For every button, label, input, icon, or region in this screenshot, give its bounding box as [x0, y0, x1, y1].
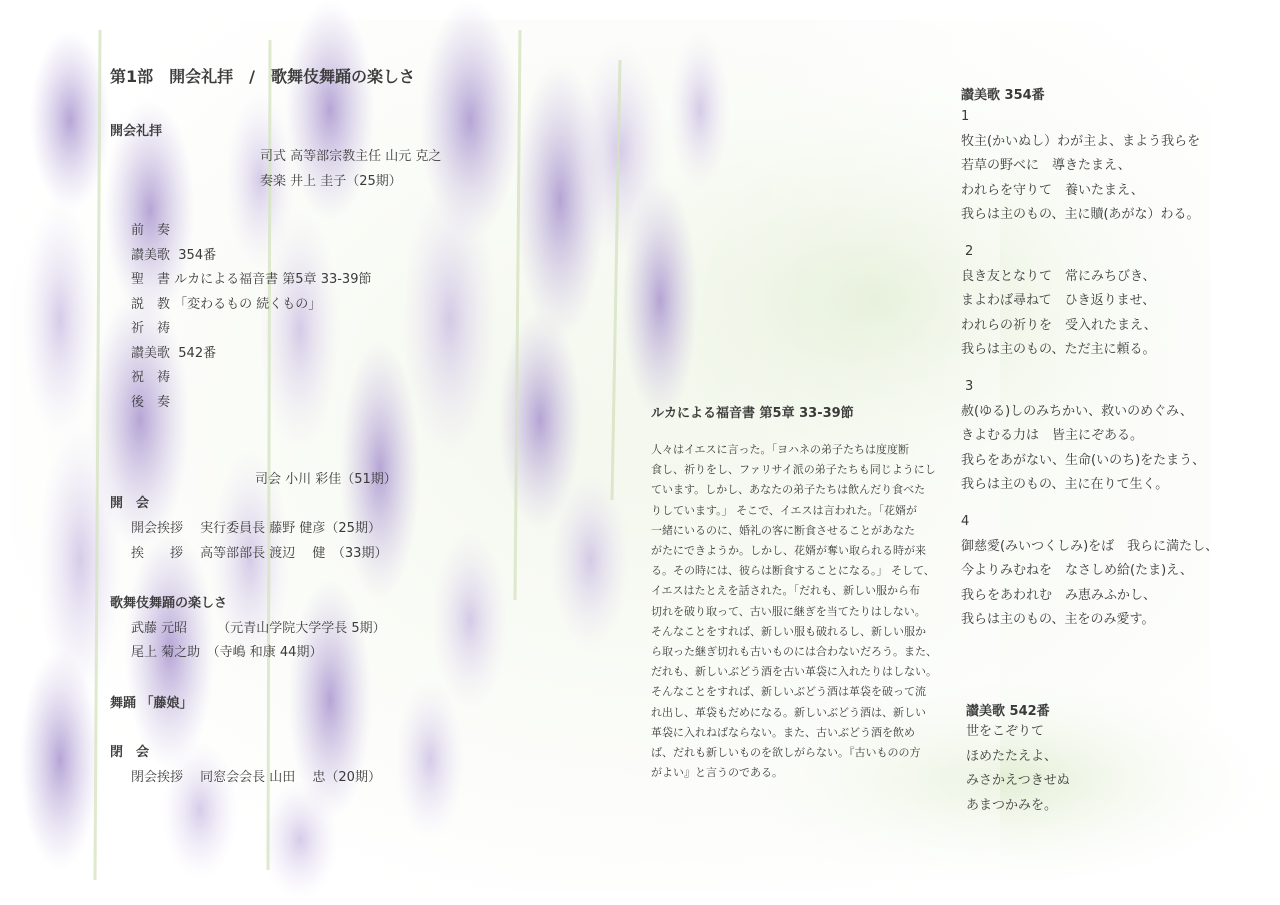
order-item: 讃美歌 542番 — [131, 345, 217, 361]
wisteria-cluster — [550, 470, 630, 650]
hymn-354-heading: 讃美歌 354番 — [961, 88, 1045, 103]
verse-line: まよわば尋ねて ひき返りませ、 — [961, 293, 1156, 308]
verse-number: 4 — [961, 514, 970, 529]
wisteria-cluster — [622, 180, 698, 420]
closing-heading: 閉 会 — [110, 745, 150, 760]
scripture-line: イエスはたとえを話された。「だれも、新しい服から布 — [651, 584, 921, 598]
verse-line: ほめたたえよ、 — [966, 748, 1058, 764]
opening-item: 挨 拶 高等部部長 渡辺 健 （33期） — [131, 546, 388, 561]
scripture-line: る。その時には、彼らは断食することになる。」 そして、 — [651, 564, 935, 578]
order-item: 説 教 「変わるもの 続くもの」 — [131, 296, 322, 312]
mc-line: 司会 小川 彩佳（51期） — [255, 472, 397, 487]
closing-item: 閉会挨拶 同窓会会長 山田 忠（20期） — [131, 770, 381, 785]
order-item: 後 奏 — [131, 394, 171, 410]
scripture-line: 切れを破り取って、古い服に継ぎを当てたりはしない。 — [651, 604, 926, 618]
scripture-line: そんなことをすれば、新しいぶどう酒は革袋を破って流 — [651, 685, 926, 699]
scripture-line: ば、だれも新しいものを欲しがらない。『古いものの方 — [651, 746, 921, 760]
wisteria-cluster — [432, 530, 508, 710]
opening-worship-heading: 開会礼拝 — [110, 124, 163, 139]
hymn-542-heading: 讃美歌 542番 — [966, 704, 1050, 719]
verse-line: みさかえつきせぬ — [966, 773, 1070, 788]
scripture-line: そんなことをすれば、新しい服も破れるし、新しい服か — [651, 624, 926, 638]
verse-line: 我らは主のもの、ただ主に頼る。 — [961, 342, 1156, 357]
order-item: 前 奏 — [131, 223, 171, 238]
dance-heading: 舞踊 「藤娘」 — [110, 696, 193, 711]
verse-line: 若草の野べに 導きたまえ、 — [961, 158, 1131, 173]
wisteria-cluster — [20, 650, 100, 870]
wisteria-cluster — [395, 680, 465, 840]
verse-number: 1 — [961, 109, 970, 124]
music-line: 奏楽 井上 圭子（25期） — [260, 174, 402, 189]
verse-line: あまつかみを。 — [966, 797, 1058, 813]
order-item: 讃美歌 354番 — [131, 247, 217, 263]
verse-line: きよむる力は 皆主にぞある。 — [961, 428, 1144, 443]
verse-number: 2 — [965, 244, 974, 259]
scripture-line: がたにできようか。しかし、花婿が奪い取られる時が来 — [651, 544, 926, 558]
scripture-heading: ルカによる福音書 第5章 33-39節 — [651, 406, 854, 421]
verse-line: われらの祈りを 受入れたまえ、 — [961, 317, 1157, 333]
hymn-542-verse — [966, 720, 1070, 818]
order-item: 聖 書 ルカによる福音書 第5章 33-39節 — [131, 272, 372, 287]
scripture-line: がよい』と言うのである。 — [651, 766, 783, 780]
kabuki-performer: 尾上 菊之助 （寺嶋 和康 44期） — [131, 645, 323, 660]
scripture-line: 革袋に入れねばならない。また、古いぶどう酒を飲め — [651, 725, 915, 739]
verse-line: 我らをあがない、生命(いのち)をたまう、 — [961, 452, 1206, 468]
verse-line: 世をこぞりて — [966, 724, 1045, 739]
scripture-line: りしています。」 そこで、イエスは言われた。「花婿が — [651, 503, 917, 517]
scripture-line: 一緒にいるのに、婚礼の客に断食させることがあなた — [651, 523, 915, 537]
verse-line: 我らをあわれむ み恵みふかし、 — [961, 587, 1157, 603]
hymn-354-verse — [961, 240, 1157, 363]
verse-line: 我らは主のもの、主に在りて生く。 — [961, 477, 1169, 492]
kabuki-performer: 武藤 元昭 （元青山学院大学学長 5期） — [131, 621, 386, 636]
scripture-text — [651, 440, 936, 783]
officiant-line: 司式 高等部宗教主任 山元 克之 — [260, 149, 442, 164]
opening-heading: 開 会 — [110, 496, 150, 511]
hymn-354-verse — [961, 375, 1205, 498]
verse-line: 今よりみむねを なさしめ給(たま)え、 — [961, 563, 1193, 578]
verse-line: 赦(ゆる)しのみちかい、救いのめぐみ、 — [961, 403, 1193, 419]
wisteria-cluster — [262, 780, 338, 900]
verse-line: 御慈愛(みいつくしみ)をば 我らに満たし、 — [961, 538, 1219, 554]
hymn-354-verse — [961, 510, 1218, 633]
wisteria-cluster — [22, 200, 98, 440]
scripture-line: だれも、新しいぶどう酒を古い革袋に入れたりはしない。 — [651, 665, 937, 679]
order-item: 祈 祷 — [131, 321, 171, 336]
scripture-line: 人々はイエスに言った。「ヨハネの弟子たちは度度断 — [651, 443, 910, 456]
wisteria-cluster — [162, 740, 238, 880]
opening-item: 開会挨拶 実行委員長 藤野 健彦（25期） — [131, 521, 381, 536]
verse-line: 牧主(かいぬし）わが主よ、まよう我らを — [961, 133, 1201, 149]
scripture-line: れ出し、革袋もだめになる。新しいぶどう酒は、新しい — [651, 705, 926, 719]
verse-line: 我らは主のもの、主に贖(あがな）わる。 — [961, 207, 1200, 222]
order-of-service — [131, 219, 371, 415]
scripture-line: ら取った継ぎ切れも古いものには合わないだろう。また、 — [651, 645, 937, 659]
verse-line: 我らは主のもの、主をのみ愛す。 — [961, 612, 1155, 627]
verse-number: 3 — [965, 379, 974, 394]
scripture-line: ています。しかし、あなたの弟子たちは飲んだり食べた — [651, 483, 926, 497]
wisteria-cluster — [402, 180, 498, 460]
order-item: 祝 祷 — [131, 370, 171, 385]
hymn-354-verse — [961, 105, 1200, 228]
verse-line: 良き友となりて 常にみちびき、 — [961, 268, 1156, 284]
kabuki-heading: 歌舞伎舞踊の楽しさ — [110, 596, 228, 611]
verse-line: われらを守りて 養いたまえ、 — [961, 182, 1144, 198]
program-title: 第1部 開会礼拝 / 歌舞伎舞踊の楽しさ — [110, 67, 415, 86]
scripture-line: 食し、祈りをし、ファリサイ派の弟子たちも同じようにし — [651, 463, 936, 477]
